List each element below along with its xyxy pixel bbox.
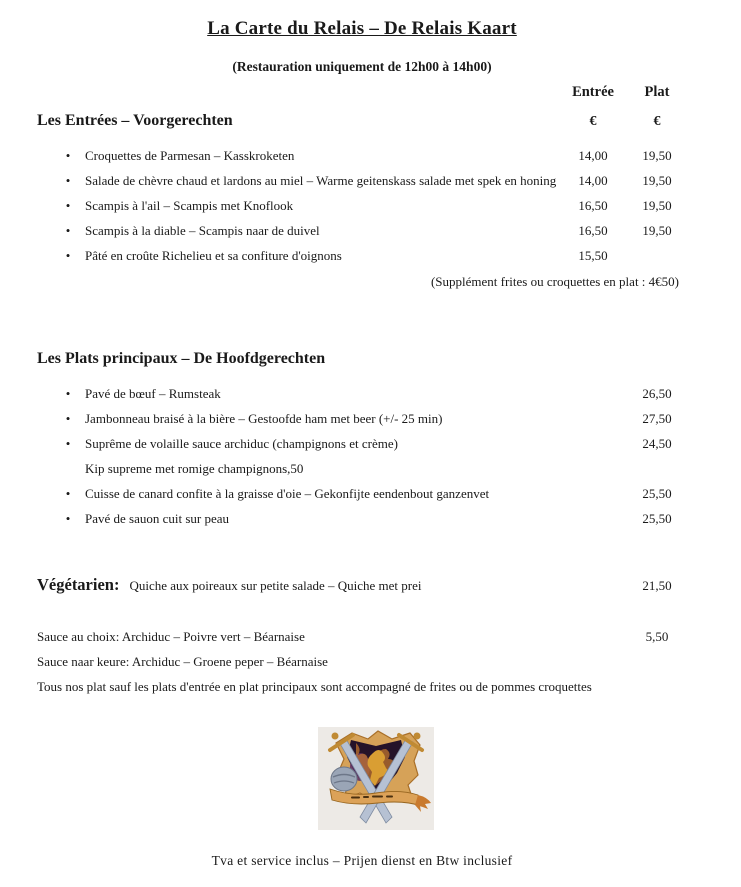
vegetarian-row xyxy=(37,575,687,594)
vegetarian-label: Végétarien: xyxy=(37,575,120,594)
menu-item-row xyxy=(37,412,687,426)
plat-price: 19,50 xyxy=(642,198,672,213)
column-header-entree: Entrée xyxy=(572,84,614,100)
menu-item-name xyxy=(37,512,563,526)
menu-item-text: Scampis à l'ail – Scampis met Knoflook xyxy=(85,198,294,213)
sauce-price: 5,50 xyxy=(645,629,669,644)
menu-item-row xyxy=(37,224,687,238)
menu-item-name xyxy=(37,462,563,476)
menu-item-name xyxy=(37,149,563,163)
menu-item-row xyxy=(37,512,687,526)
plat-price: 19,50 xyxy=(642,148,672,163)
plat-price: 19,50 xyxy=(642,173,672,188)
entree-currency-symbol: € xyxy=(589,114,597,129)
sauce-choice-nl: Sauce naar keure: Archiduc – Groene peper – Béarnaise xyxy=(37,654,328,669)
menu-item-continuation-row xyxy=(37,462,687,476)
bullet-icon: • xyxy=(65,173,71,188)
column-header-plat: Plat xyxy=(644,84,670,100)
menu-item-row xyxy=(37,199,687,213)
bullet-icon: • xyxy=(65,386,71,401)
bullet-icon: • xyxy=(65,486,71,501)
entree-price: 15,50 xyxy=(578,248,608,263)
left-sword-pommel xyxy=(332,733,339,740)
menu-item-text: Pavé de sauon cuit sur peau xyxy=(85,511,230,526)
sauce-choice-fr: Sauce au choix: Archiduc – Poivre vert – Béarnaise xyxy=(37,629,305,644)
menu-item-row xyxy=(37,149,687,163)
entrees-list xyxy=(37,149,687,263)
menu-item-name xyxy=(37,249,563,263)
columns-header-spacer xyxy=(37,84,563,101)
plat-price: 19,50 xyxy=(642,223,672,238)
menu-item-name xyxy=(37,174,563,188)
supplement-note: (Supplément frites ou croquettes en plat : 4€50) xyxy=(430,274,679,289)
entree-price: 14,00 xyxy=(578,148,608,163)
plat-price: 25,50 xyxy=(642,511,672,526)
sauce-choice-fr-row xyxy=(37,630,687,644)
bullet-icon: • xyxy=(65,223,71,238)
plat-price: 24,50 xyxy=(642,436,672,451)
entree-price: 16,50 xyxy=(578,223,608,238)
entrees-section-header xyxy=(37,112,687,130)
bullet-icon: • xyxy=(65,436,71,451)
menu-item-name xyxy=(37,487,563,501)
crest-logo-image xyxy=(318,727,434,830)
menu-item-text: Pâté en croûte Richelieu et sa confiture d'oignons xyxy=(85,248,342,263)
menu-item-row xyxy=(37,487,687,501)
bullet-icon: • xyxy=(65,198,71,213)
plat-price: 26,50 xyxy=(642,386,672,401)
plat-price: 27,50 xyxy=(642,411,672,426)
bullet-icon: • xyxy=(65,248,71,263)
menu-item-name xyxy=(37,387,563,401)
knight-helmet-icon xyxy=(331,767,357,791)
entree-price: 14,00 xyxy=(578,173,608,188)
plat-currency-symbol: € xyxy=(653,114,661,129)
bullet-icon: • xyxy=(65,148,71,163)
sauces-section xyxy=(37,630,687,694)
entree-price: 16,50 xyxy=(578,198,608,213)
plat-price: 21,50 xyxy=(642,578,672,593)
right-sword-pommel xyxy=(414,733,421,740)
menu-item-text: Jambonneau braisé à la bière – Gestoofde ham met beer (+/- 25 min) xyxy=(85,411,443,426)
menu-item-name xyxy=(37,224,563,238)
menu-item-text: Cuisse de canard confite à la graisse d'oie – Gekonfijte eendenbout ganzenvet xyxy=(85,486,490,501)
menu-item-text: Suprême de volaille sauce archiduc (champignons et crème) xyxy=(85,436,398,451)
vegetarian-item-text: Quiche aux poireaux sur petite salade – Quiche met prei xyxy=(129,578,422,593)
menu-item-text: Croquettes de Parmesan – Kasskroketen xyxy=(85,148,295,163)
accompaniment-note-row xyxy=(37,680,687,694)
vegetarian-item xyxy=(37,575,563,594)
plats-heading: Les Plats principaux – De Hoofdgerechten xyxy=(37,350,326,367)
menu-item-row xyxy=(37,249,687,263)
menu-item-row xyxy=(37,387,687,401)
menu-item-row xyxy=(37,437,687,451)
page-subtitle: (Restauration uniquement de 12h00 à 14h00) xyxy=(232,59,492,74)
page-title: La Carte du Relais – De Relais Kaart xyxy=(207,18,517,39)
menu-item-text: Kip supreme met romige champignons,50 xyxy=(85,461,304,476)
restaurant-logo xyxy=(37,727,687,835)
menu-item-name xyxy=(37,412,563,426)
menu-item-text: Salade de chèvre chaud et lardons au miel – Warme geitenskass salade met spek en honing xyxy=(85,173,557,188)
menu-item-name xyxy=(37,199,563,213)
menu-item-row xyxy=(37,174,687,188)
plats-list xyxy=(37,387,687,526)
accompaniment-note: Tous nos plat sauf les plats d'entrée en plat principaux sont accompagné de frites ou de pommes croquettes xyxy=(37,679,592,694)
menu-item-text: Scampis à la diable – Scampis naar de duivel xyxy=(85,223,320,238)
bullet-icon: • xyxy=(65,411,71,426)
bullet-icon: • xyxy=(65,511,71,526)
menu-item-text: Pavé de bœuf – Rumsteak xyxy=(85,386,221,401)
footer-note: Tva et service inclus – Prijen dienst en Btw inclusief xyxy=(211,853,513,868)
entrees-heading: Les Entrées – Voorgerechten xyxy=(37,112,233,129)
price-columns-header xyxy=(37,84,687,101)
menu-item-name xyxy=(37,437,563,451)
plat-price: 25,50 xyxy=(642,486,672,501)
sauce-choice-nl-row xyxy=(37,655,687,669)
